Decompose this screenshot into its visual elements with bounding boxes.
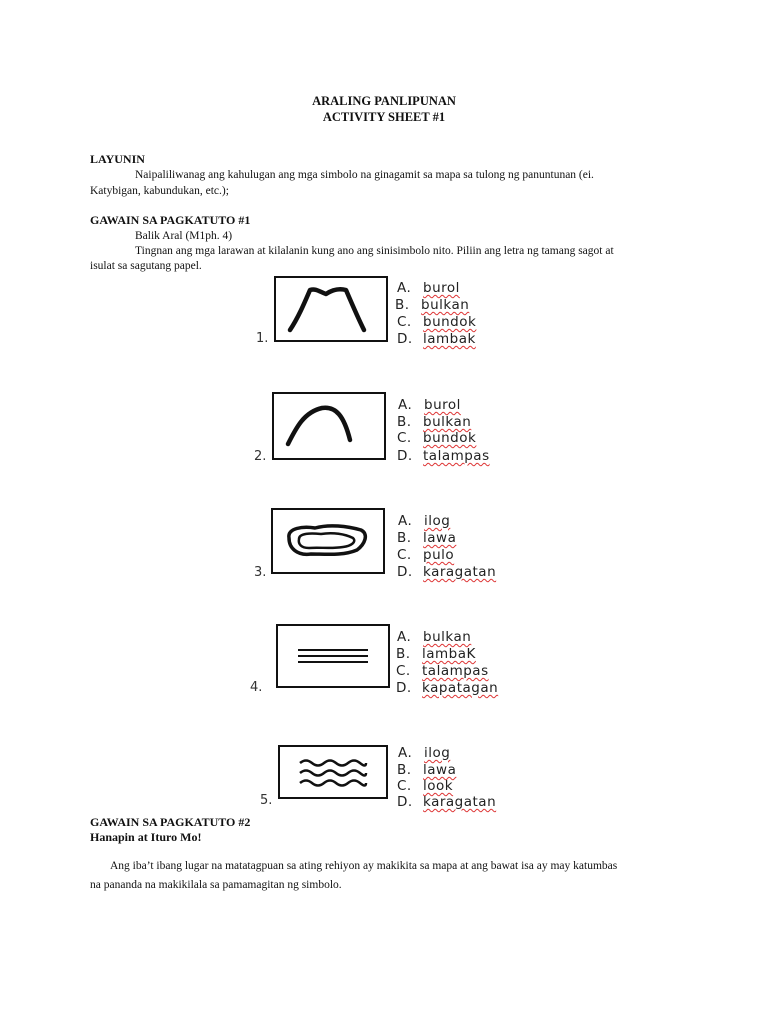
gawain1-instruction-line2: isulat sa sagutang papel. [90, 260, 202, 272]
gawain1-instruction-line1: Tingnan ang mga larawan at kilalanin kung ano ang sinisimbolo nito. Piliin ang letra ng tamang sagot at [135, 245, 614, 257]
item1-option-a: A. burol [397, 280, 460, 296]
layunin-text-line2: Katybigan, kabundukan, etc.); [90, 185, 229, 197]
gawain2-heading: GAWAIN SA PAGKATUTO #2 [90, 815, 251, 829]
volcano-symbol-box [274, 276, 388, 342]
layunin-heading: LAYUNIN [90, 152, 145, 166]
item3-option-a: A. ilog [398, 513, 451, 529]
item3-option-b: B. lawa [397, 530, 457, 546]
gawain2-subheading: Hanapin at Ituro Mo! [90, 830, 202, 844]
item5-option-a: A. ilog [398, 745, 451, 761]
item2-option-b: B. bulkan [397, 414, 472, 430]
item-number: 5. [260, 793, 273, 808]
item1-option-d: D. lambak [397, 331, 476, 347]
layunin-text-line1: Naipaliliwanag ang kahulugan ang mga simbolo na ginagamit sa mapa sa tulong ng panuntunan (ei. [135, 169, 594, 181]
item4-option-a: A. bulkan [397, 629, 472, 645]
mountain-symbol-icon [274, 394, 384, 458]
item1-option-c: C. bundok [397, 314, 477, 330]
gawain2-paragraph-line1: Ang iba’t ibang lugar na matatagpuan sa ating rehiyon ay makikita sa mapa at ang bawat isa ay may katumbas [110, 860, 618, 872]
gawain1-balik-aral: Balik Aral (M1ph. 4) [135, 230, 233, 242]
item4-option-d: D. kapatagan [396, 680, 499, 696]
page-title: ARALING PANLIPUNAN [312, 94, 456, 108]
item4-option-c: C. talampas [396, 663, 489, 679]
mountain-symbol-box [272, 392, 386, 460]
item2-option-d: D. talampas [397, 448, 490, 464]
volcano-symbol-icon [276, 278, 386, 340]
item3-option-c: C. pulo [397, 547, 455, 563]
item-number: 1. [256, 331, 269, 346]
item4-option-b: B. lambaK [396, 646, 476, 662]
gawain1-heading: GAWAIN SA PAGKATUTO #1 [90, 213, 251, 227]
plain-lines-symbol-icon [278, 626, 388, 686]
item2-option-c: C. bundok [397, 430, 477, 446]
item1-option-b: B. bulkan [395, 297, 470, 313]
item3-option-d: D. karagatan [397, 564, 497, 580]
wave-lines-symbol-icon [280, 747, 386, 797]
item5-option-d: D. karagatan [397, 794, 497, 810]
lake-symbol-icon [273, 510, 383, 572]
page-subtitle: ACTIVITY SHEET #1 [322, 110, 446, 124]
item-number: 2. [254, 449, 267, 464]
plain-lines-symbol-box [276, 624, 390, 688]
lake-symbol-box [271, 508, 385, 574]
item-number: 4. [250, 680, 263, 695]
item-number: 3. [254, 565, 267, 580]
item2-option-a: A. burol [398, 397, 461, 413]
item5-option-b: B. lawa [397, 762, 457, 778]
gawain2-paragraph-line2: na pananda na makikilala sa pamamagitan ng simbolo. [90, 879, 342, 891]
wave-lines-symbol-box [278, 745, 388, 799]
item5-option-c: C. look [397, 778, 454, 794]
